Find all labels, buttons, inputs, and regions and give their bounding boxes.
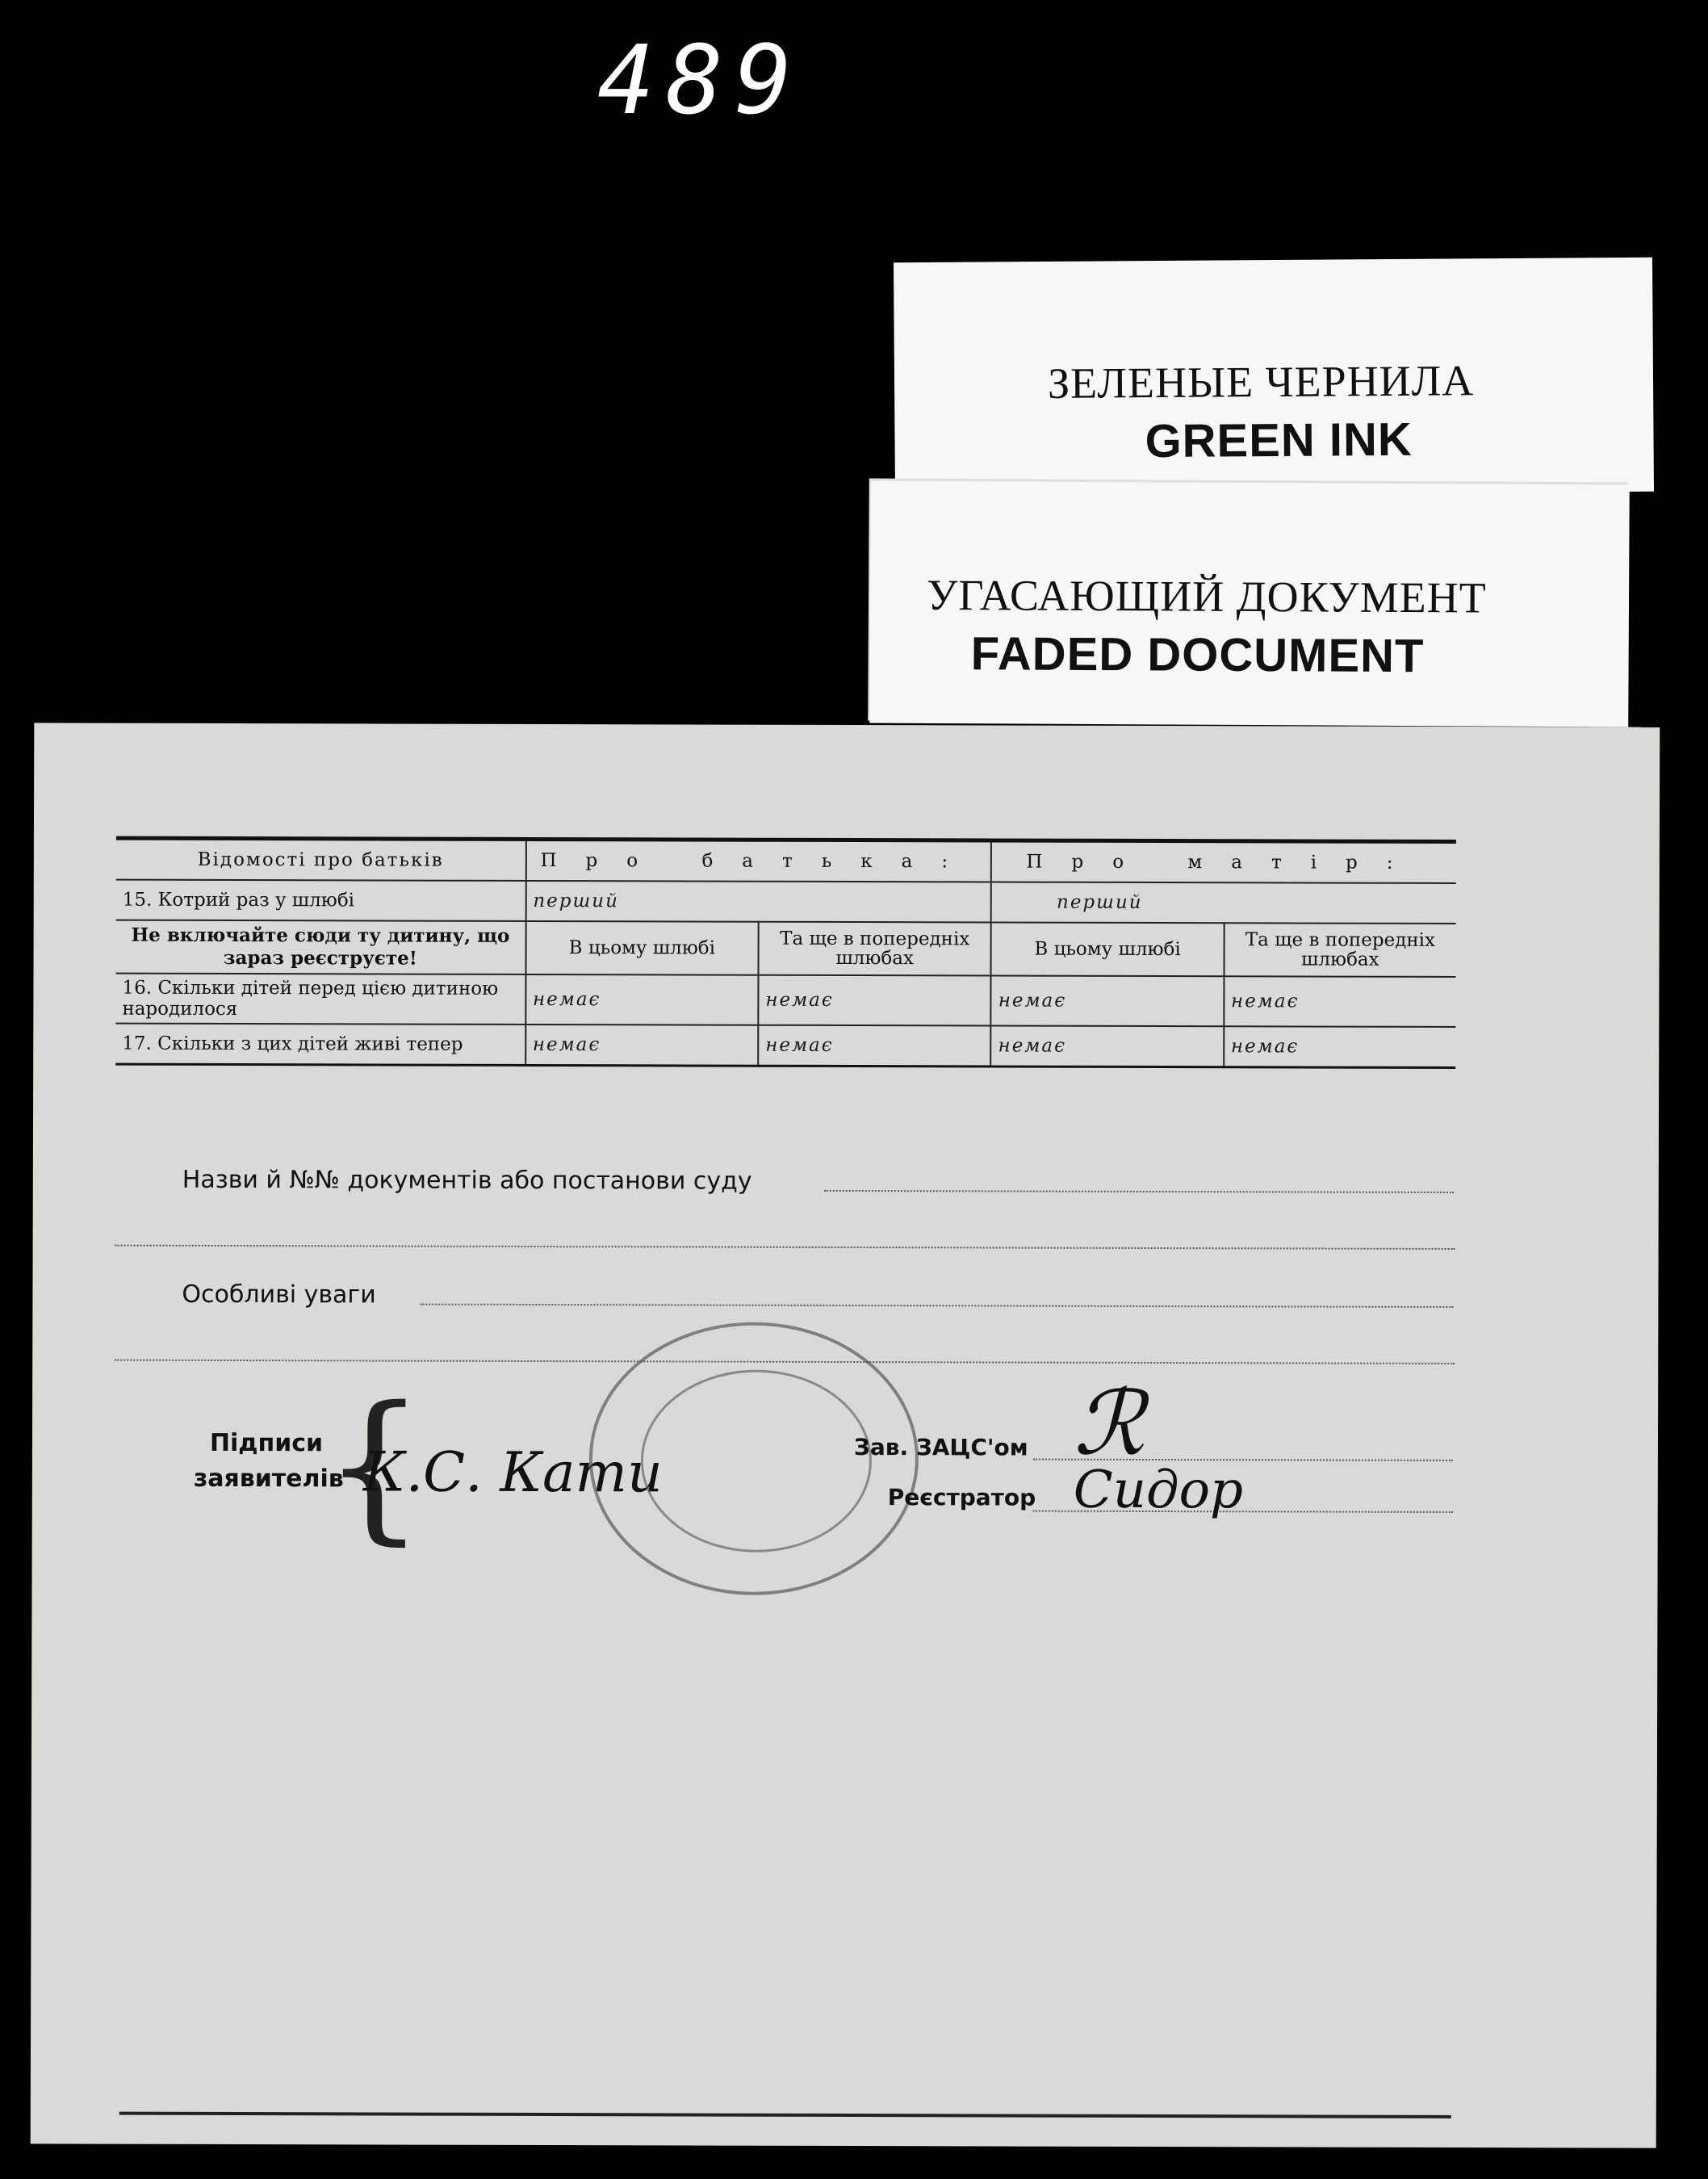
row17-mother-this: немає: [990, 1025, 1223, 1066]
father-this-marriage-header: В цьому шлюбі: [525, 921, 759, 975]
row15-father-value: перший: [525, 881, 991, 923]
row16-mother-this: немає: [991, 975, 1224, 1026]
row15-mother-value: перший: [991, 882, 1456, 924]
documents-line-2: [115, 1245, 1455, 1250]
faded-document-label: [869, 481, 1630, 727]
applicant-signature: К.С. Кати: [362, 1440, 663, 1506]
registrar-label: Реєстратор: [887, 1484, 1036, 1511]
row16-father-this: немає: [525, 974, 759, 1025]
row17-mother-prev: немає: [1224, 1026, 1455, 1067]
row16-father-prev: немає: [758, 975, 991, 1026]
registrar-signature: Сидор: [1073, 1460, 1244, 1521]
bottom-rule: [119, 2112, 1451, 2118]
frame-number: 489: [597, 24, 804, 136]
documents-field-label: Назви й №№ документів або постанови суду: [182, 1165, 752, 1196]
mother-prev-marriage-header: Та ще в попередніх шлюбах: [1224, 923, 1456, 977]
green-ink-label-ru: ЗЕЛЕНЫЕ ЧЕРНИЛА: [1047, 356, 1475, 408]
father-header: Про батька:: [525, 839, 991, 882]
green-ink-label-en: GREEN INK: [1145, 413, 1413, 468]
row15-label: 15. Котрий раз у шлюбі: [116, 880, 526, 921]
official-stamp-inner: [641, 1369, 873, 1553]
faded-document-label-en: FADED DOCUMENT: [970, 627, 1425, 683]
head-signature: ℛ: [1073, 1371, 1145, 1475]
green-ink-label: [894, 258, 1654, 497]
remarks-line: [420, 1304, 1453, 1308]
documents-line: [824, 1190, 1454, 1193]
mother-header: Про матір:: [991, 840, 1456, 883]
father-prev-marriage-header: Та ще в попередніх шлюбах: [758, 922, 991, 976]
parents-info-table: [115, 836, 1456, 1069]
signatures-brace: {: [322, 1372, 426, 1561]
head-label: Зав. ЗАЦС'ом: [853, 1434, 1028, 1461]
row16-mother-prev: немає: [1224, 976, 1456, 1027]
parents-info-header: Відомості про батьків: [116, 838, 526, 881]
mother-this-marriage-header: В цьому шлюбі: [991, 922, 1224, 976]
remarks-field-label: Особливі уваги: [182, 1280, 376, 1309]
signatures-label: Підписи заявителів: [193, 1428, 344, 1494]
row17-father-prev: немає: [758, 1025, 990, 1066]
row17-label: 17. Скільки з цих дітей живі тепер: [115, 1024, 525, 1066]
row16-label: 16. Скільки дітей перед цією дитиною народилося: [115, 974, 525, 1025]
exclusion-note: Не включайте сюди ту дитину, що зараз реєструєте!: [115, 920, 525, 974]
faded-document-label-ru: УГАСАЮЩИЙ ДОКУМЕНТ: [926, 570, 1487, 622]
registration-form-sheet: [31, 723, 1660, 2148]
row17-father-this: немає: [525, 1025, 758, 1066]
